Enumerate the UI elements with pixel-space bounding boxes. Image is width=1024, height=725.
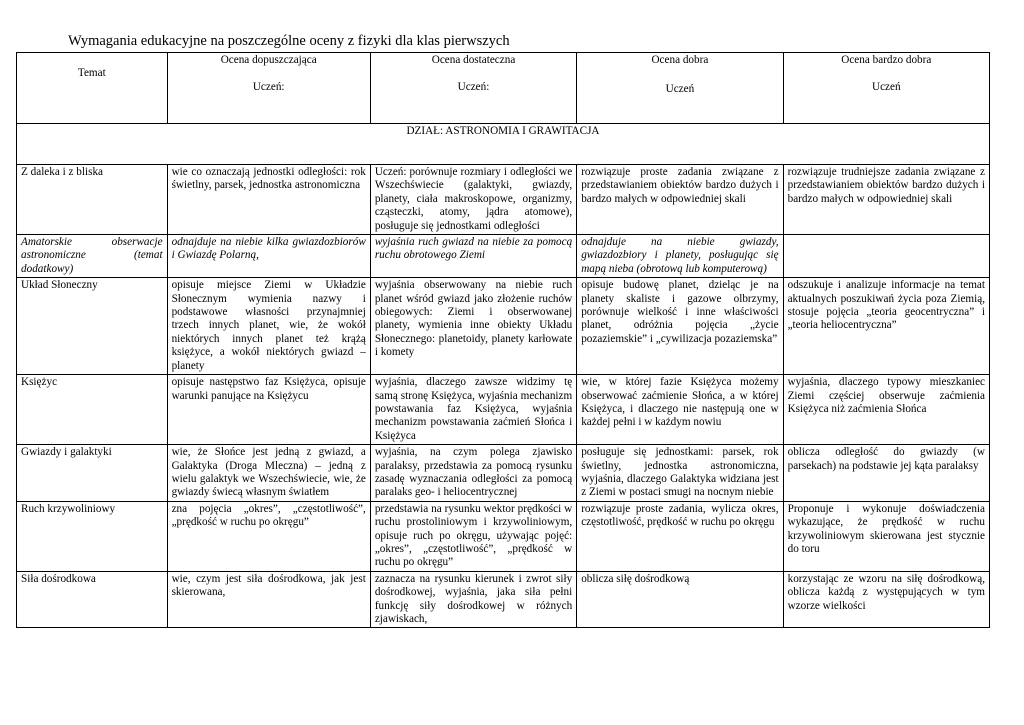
row-ocena-dopuszczajaca: opisuje miejsce Ziemi w Układzie Słonecznym wymienia nazwy i podstawowe własności przynajmniej trzech innych planet, wie, że wokół niektórych innych planet też krążą księżyce, a wokół niektórych gwiazd – planety (167, 278, 370, 375)
row-ocena-dostateczna: wyjaśnia obserwowany na niebie ruch planet wśród gwiazd jako złożenie ruchów obiegowych: Ziemi i obserwowanej planety, wymienia inne obiekty Układu Słonecznego: planetoidy, planety karłowate i komety (370, 278, 576, 375)
table-row (17, 445, 990, 502)
header-ocena-bardzo-dobra (783, 53, 989, 124)
header-label: Ocena dostateczna (431, 54, 516, 66)
table-row (17, 501, 990, 571)
header-ocena-dobra (577, 53, 783, 124)
section-title: DZIAŁ: ASTRONOMIA I GRAWITACJA (17, 124, 990, 165)
row-ocena-bardzo-dobra: wyjaśnia, dlaczego typowy mieszkaniec Ziemi częściej obserwuje zaćmienia Księżyca niż zaćmienia Słońca (783, 375, 989, 445)
row-ocena-bardzo-dobra: Proponuje i wykonuje doświadczenia wykazujące, że prędkość w ruchu krzywoliniowym skierowana jest stycznie do toru (783, 501, 989, 571)
row-topic: Układ Słoneczny (17, 278, 168, 375)
row-ocena-dobra: oblicza siłę dośrodkową (577, 571, 783, 628)
row-ocena-dostateczna: przedstawia na rysunku wektor prędkości w ruchu prostoliniowym i krzywoliniowym, opisuje ruch po okręgu, używając pojęć: „okres”, „częstotliwość”, „prędkość w ruchu po okręgu” (370, 501, 576, 571)
section-row (17, 124, 990, 165)
header-sub: Uczeń (665, 83, 695, 95)
row-ocena-dostateczna: zaznacza na rysunku kierunek i zwrot siły dośrodkowej, wyjaśnia, jaka siła pełni funkcję siły dośrodkowej w różnych zjawiskach, (370, 571, 576, 628)
row-topic: Księżyc (17, 375, 168, 445)
row-ocena-dobra: wie, w której fazie Księżyca możemy obserwować zaćmienie Słońca, a w której Księżyca, i dlaczego nie następują one w każdej pełni i w każdym nowiu (577, 375, 783, 445)
row-ocena-dostateczna: Uczeń: porównuje rozmiary i odległości we Wszechświecie (galaktyki, gwiazdy, planety, ciała makroskopowe, organizmy, cząsteczki, atomy, jądra atomowe), posługuje się jednostkami odległości (370, 165, 576, 235)
row-ocena-bardzo-dobra: odszukuje i analizuje informacje na temat aktualnych poszukiwań życia poza Ziemią, stosuje pojęcia „teoria geocentryczna” i „teoria heliocentryczna” (783, 278, 989, 375)
row-ocena-bardzo-dobra: korzystając ze wzoru na siłę dośrodkową, oblicza każdą z występujących w tym wzorze wielkości (783, 571, 989, 628)
header-temat: Temat (17, 53, 168, 124)
row-ocena-dostateczna: wyjaśnia, dlaczego zawsze widzimy tę samą stronę Księżyca, wyjaśnia mechanizm powstawania faz Księżyca, wyjaśnia mechanizm powstawania zaćmień Słońca i Księżyca (370, 375, 576, 445)
row-ocena-bardzo-dobra: rozwiązuje trudniejsze zadania związane z przedstawianiem obiektów bardzo dużych i bardzo małych w odpowiedniej skali (783, 165, 989, 235)
header-sub: Uczeń (872, 81, 901, 93)
row-ocena-dopuszczajaca: wie co oznaczają jednostki odległości: rok świetlny, parsek, jednostka astronomiczna (167, 165, 370, 235)
header-label: Ocena dopuszczająca (220, 54, 317, 66)
row-ocena-dostateczna: wyjaśnia ruch gwiazd na niebie za pomocą ruchu obrotowego Ziemi (370, 235, 576, 278)
header-ocena-dopuszczajaca (167, 53, 370, 124)
row-ocena-dobra: posługuje się jednostkami: parsek, rok świetlny, jednostka astronomiczna, wyjaśnia, dlaczego Galaktyka widziana jest z Ziemi w postaci smugi na nocnym niebie (577, 445, 783, 502)
header-label: Ocena dobra (651, 54, 709, 66)
row-topic: Z daleka i z bliska (17, 165, 168, 235)
header-sub: Uczeń: (457, 81, 490, 93)
row-ocena-dopuszczajaca: wie, że Słońce jest jedną z gwiazd, a Galaktyka (Droga Mleczna) – jedną z wielu galaktyk we Wszechświecie, wie, że gwiazdy świecą własnym światłem (167, 445, 370, 502)
table-row (17, 165, 990, 235)
table-row (17, 278, 990, 375)
header-sub: Uczeń: (252, 81, 285, 93)
row-ocena-bardzo-dobra: oblicza odległość do gwiazdy (w parsekach) na podstawie jej kąta paralaksy (783, 445, 989, 502)
header-ocena-dostateczna (370, 53, 576, 124)
row-ocena-dobra: rozwiązuje proste zadania, wylicza okres, częstotliwość, prędkość w ruchu po okręgu (577, 501, 783, 571)
row-topic: Gwiazdy i galaktyki (17, 445, 168, 502)
requirements-table (16, 52, 990, 628)
table-header-row (17, 53, 990, 124)
row-ocena-dobra: rozwiązuje proste zadania związane z przedstawianiem obiektów bardzo dużych i bardzo małych w odpowiedniej skali (577, 165, 783, 235)
row-ocena-dostateczna: wyjaśnia, na czym polega zjawisko paralaksy, przedstawia za pomocą rysunku zasadę wyznaczania odległości za pomocą paralaks geo- i heliocentrycznej (370, 445, 576, 502)
header-label: Ocena bardzo dobra (841, 54, 932, 66)
row-ocena-bardzo-dobra (783, 235, 989, 278)
row-topic: Amatorskie obserwacje astronomiczne (temat dodatkowy) (17, 235, 168, 278)
row-ocena-dobra: opisuje budowę planet, dzieląc je na planety skaliste i gazowe olbrzymy, porównuje wielkość i inne właściwości planet, odróżnia pojęcia „życie pozaziemskie” i „cywilizacja pozaziemska” (577, 278, 783, 375)
table-row (17, 571, 990, 628)
table-row (17, 375, 990, 445)
row-ocena-dobra: odnajduje na niebie gwiazdy, gwiazdozbiory i planety, posługując się mapą nieba (obrotową lub komputerową) (577, 235, 783, 278)
document-title: Wymagania edukacyjne na poszczególne oceny z fizyki dla klas pierwszych (68, 33, 510, 49)
row-ocena-dopuszczajaca: opisuje następstwo faz Księżyca, opisuje warunki panujące na Księżycu (167, 375, 370, 445)
row-ocena-dopuszczajaca: zna pojęcia „okres”, „częstotliwość”, „prędkość w ruchu po okręgu” (167, 501, 370, 571)
row-ocena-dopuszczajaca: wie, czym jest siła dośrodkowa, jak jest skierowana, (167, 571, 370, 628)
row-topic: Siła dośrodkowa (17, 571, 168, 628)
row-topic: Ruch krzywoliniowy (17, 501, 168, 571)
table-row (17, 235, 990, 278)
row-ocena-dopuszczajaca: odnajduje na niebie kilka gwiazdozbiorów i Gwiazdę Polarną, (167, 235, 370, 278)
